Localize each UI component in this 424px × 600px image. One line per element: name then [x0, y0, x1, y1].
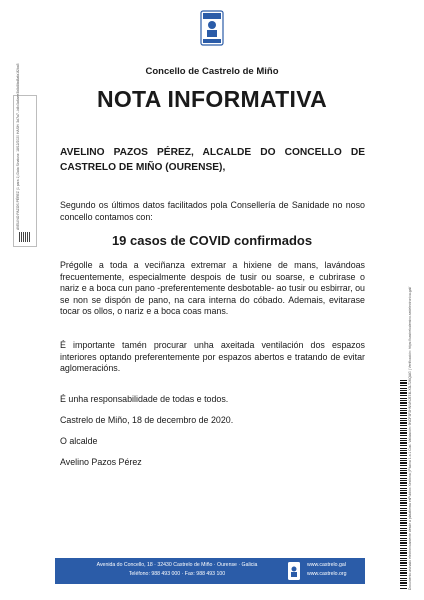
footer-bar — [55, 558, 365, 584]
signature-name: Avelino Pazos Pérez — [60, 457, 142, 467]
footer-crest-icon — [287, 561, 301, 581]
footer-website-org[interactable]: www.castrelo.org — [307, 571, 347, 577]
footer-address-line: Avenida do Concello, 18 · 32430 Castrelo de Miño · Ourense · Galicia — [96, 562, 258, 568]
place-date-line: Castrelo de Miño, 18 de decembro de 2020. — [60, 415, 234, 425]
footer-website-gal[interactable]: www.castrelo.gal — [307, 562, 346, 568]
cases-headline: 19 casos de COVID confirmados — [111, 233, 313, 248]
footer-address — [67, 561, 287, 579]
council-crest-icon — [200, 10, 224, 46]
responsibility-line: É unha responsabilidade de todas e todos. — [60, 394, 229, 404]
validation-text: Documento asinado electronicamente desde a plataforma esPublico Xestiona | Páxina 1 a 1 Cod. Validación: 9NCF3F2HNWNJ3T4LX3LT2KQAG | Verificación: https://castrelodemino.sedelectronica.gal/ — [408, 286, 412, 590]
addressee-heading: AVELINO PAZOS PÉREZ, ALCALDE DO CONCELLO DE CASTRELO DE MIÑO (OURENSE), — [60, 147, 365, 173]
council-name: Concello de Castrelo de Miño — [145, 66, 279, 77]
signature-stamp — [13, 63, 37, 247]
signature-stamp-text: AVELINO PAZOS PÉREZ (1 para 1) Data Sinatura: 18/12/2020 HASH: 3d7a7...b8c3a6aee3b8d8bd8afa1f2ba5 — [16, 63, 20, 230]
ventilation-paragraph: É importante tamén procurar unha axeitada ventilación dos espazos interiores optando preferentemente por espazos abertos e tratando de evitar aglomeracións. — [60, 340, 365, 374]
validation-barcode — [400, 380, 407, 590]
footer-phone-line: Teléfono: 988 493 000 · Fax: 988 493 100 — [128, 571, 226, 577]
footer-websites — [307, 561, 363, 579]
stamp-mark-icon — [19, 232, 31, 242]
document-title: NOTA INFORMATIVA — [96, 86, 328, 112]
signature-role: O alcalde — [60, 436, 98, 446]
hygiene-paragraph: Prégolle a toda a veciñanza extremar a hixiene de mans, lavándoas frecuentemente, especialmente despois de tusir ou soarse, e cubrirase o nariz e a boca cun pano -preferentemente desbotable- ao tusir ou esbirrar, ou se non se dispón de pano, na cara interna do cóbado. Ademais, evitarase tocar os ollos, o nariz e a boca coas mans. — [60, 260, 365, 317]
intro-paragraph: Segundo os últimos datos facilitados pola Consellería de Sanidade no noso concello contamos con: — [60, 200, 365, 222]
